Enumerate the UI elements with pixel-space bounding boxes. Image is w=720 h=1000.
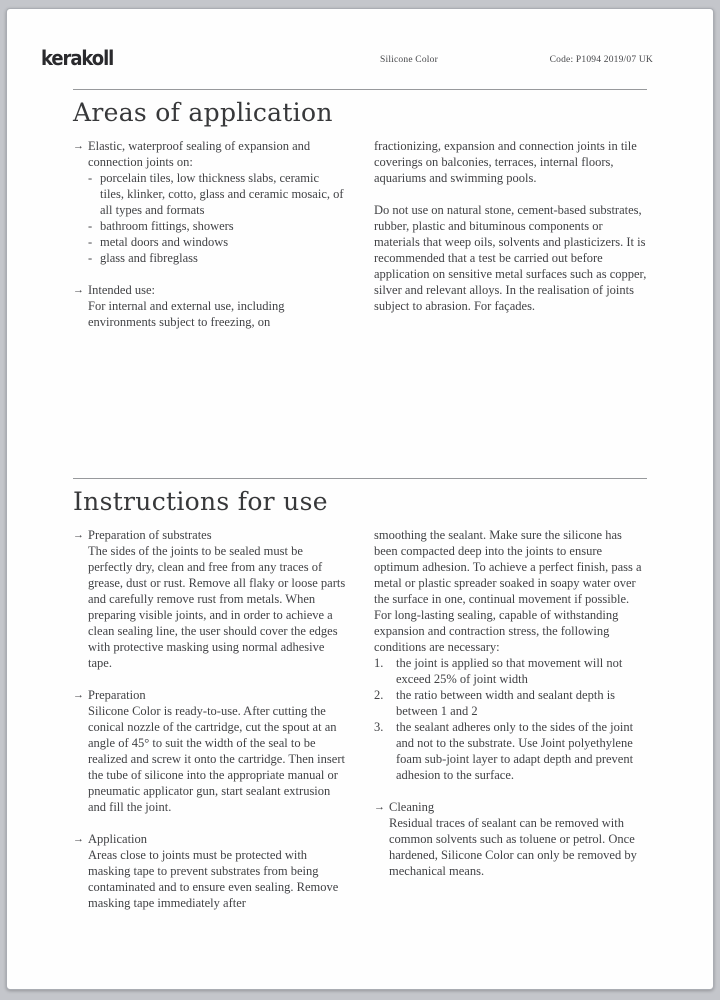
areas-right-column	[374, 138, 647, 330]
bullet-body: The sides of the joints to be sealed must be perfectly dry, clean and free from any traces of grease, dust or rust. Remove all flaky or loose parts and carefully remove rust from metals. When preparing visible joints, and in order to achieve a clean sealing line, the user should cover the edges with protective masking using normal adhesive tape.	[88, 544, 346, 670]
numbered-item	[374, 719, 647, 783]
arrow-bullet-icon: →	[73, 689, 84, 701]
dash-bullet-icon: -	[88, 171, 93, 185]
bullet-label: Application	[88, 832, 148, 846]
document-page	[6, 8, 714, 990]
bullet-cleaning	[374, 799, 647, 879]
paragraph: smoothing the sealant. Make sure the silicone has been compacted deep into the joints to ensure optimum adhesion. To achieve a perfect finish, pass a metal or plastic spreader soaked in soapy water over the surface in one, continual movement if possible. For long-lasting sealing, capable of withstanding expansion and contraction stress, the following conditions are necessary:	[374, 528, 642, 654]
item-number: 3.	[374, 720, 384, 734]
section-title: Instructions for use	[73, 487, 328, 516]
numbered-item-text: the ratio between width and sealant depth is between 1 and 2	[396, 688, 616, 718]
list-item	[88, 170, 346, 218]
bullet-label: Preparation	[88, 688, 146, 702]
two-column-layout	[73, 138, 647, 330]
dash-bullet-icon: -	[88, 219, 93, 233]
bullet-intended-use	[73, 282, 346, 330]
section-title: Areas of application	[73, 98, 333, 127]
bullet-preparation-of-substrates	[73, 527, 346, 671]
dash-bullet-icon: -	[88, 251, 93, 265]
bullet-body: Areas close to joints must be protected with masking tape to prevent substrates from being contaminated and to ensure even sealing. Remove masking tape immediately after	[88, 848, 339, 910]
instructions-right-column	[374, 527, 647, 911]
list-item-text: glass and fibreglass	[100, 251, 198, 265]
arrow-bullet-icon: →	[73, 140, 84, 152]
kerakoll-logo: kerakoll	[41, 46, 114, 70]
list-item-text: bathroom fittings, showers	[100, 219, 234, 233]
bullet-label: Preparation of substrates	[88, 528, 212, 542]
document-code: Code: P1094 2019/07 UK	[549, 55, 653, 65]
numbered-item-text: the sealant adheres only to the sides of the joint and not to the substrate. Use Joint polyethylene foam sub-joint layer to adapt depth and prevent adhesion to the surface.	[396, 720, 634, 782]
dash-bullet-icon: -	[88, 235, 93, 249]
arrow-bullet-icon: →	[374, 801, 385, 813]
bullet-elastic-sealing	[73, 138, 346, 266]
list-item	[88, 218, 346, 234]
paragraph: Do not use on natural stone, cement-based substrates, rubber, plastic and bituminous components or materials that weep oils, solvents and plasticizers. It is recommended that a test be carried out before application on sensitive metal surfaces such as copper, silver and relevant alloys. In the realisation of joints subject to abrasion. For façades.	[374, 203, 647, 313]
list-item	[88, 250, 346, 266]
bullet-preparation	[73, 687, 346, 815]
bullet-label: Elastic, waterproof sealing of expansion and connection joints on:	[88, 139, 311, 169]
bullet-body: For internal and external use, including environments subject to freezing, on	[88, 299, 285, 329]
numbered-item	[374, 687, 647, 719]
paragraph: fractionizing, expansion and connection joints in tile coverings on balconies, terraces, internal floors, aquariums and swimming pools.	[374, 139, 637, 185]
list-item-text: metal doors and windows	[100, 235, 229, 249]
arrow-bullet-icon: →	[73, 529, 84, 541]
list-item-text: porcelain tiles, low thickness slabs, ceramic tiles, klinker, cotto, glass and ceramic mosaic, of all types and formats	[100, 171, 344, 217]
document-title: Silicone Color	[380, 55, 438, 65]
numbered-item-text: the joint is applied so that movement will not exceed 25% of joint width	[396, 656, 623, 686]
arrow-bullet-icon: →	[73, 833, 84, 845]
areas-left-column	[73, 138, 346, 330]
two-column-layout	[73, 527, 647, 911]
item-number: 2.	[374, 688, 384, 702]
bullet-label: Intended use:	[88, 283, 155, 297]
section-instructions-for-use	[73, 479, 647, 911]
list-item	[88, 234, 346, 250]
arrow-bullet-icon: →	[73, 284, 84, 296]
item-number: 1.	[374, 656, 384, 670]
bullet-application	[73, 831, 346, 911]
bullet-label: Cleaning	[389, 800, 435, 814]
instructions-left-column	[73, 527, 346, 911]
bullet-body: Residual traces of sealant can be removed with common solvents such as toluene or petrol. Once hardened, Silicone Color can only be removed by mechanical means.	[389, 816, 637, 878]
page-content	[73, 89, 647, 911]
numbered-item	[374, 655, 647, 687]
bullet-body: Silicone Color is ready-to-use. After cutting the conical nozzle of the cartridge, cut the spout at an angle of 45° to suit the width of the seal to be realized and screw it onto the cartridge. Then insert the tube of silicone into the appropriate manual or pneumatic applicator gun, start sealant extrusion and fill the joint.	[88, 704, 345, 814]
section-areas-of-application	[73, 90, 647, 478]
